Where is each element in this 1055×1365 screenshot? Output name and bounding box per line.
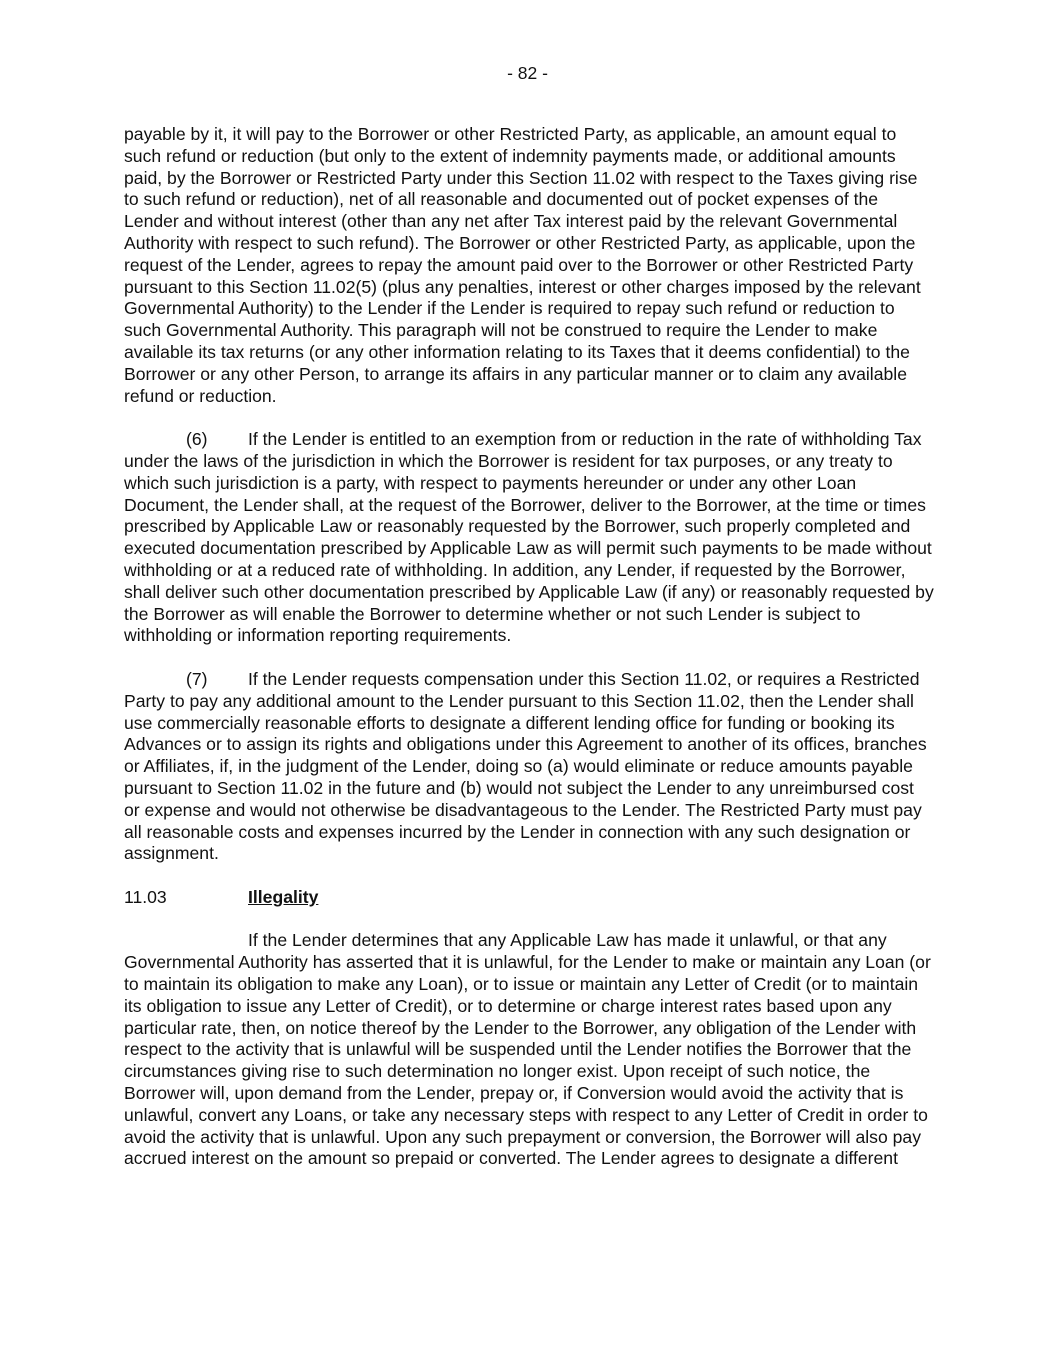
paragraph-6-number: (6) xyxy=(186,429,208,450)
paragraph-6-text: If the Lender is entitled to an exemption from or reduction in the rate of withholding Tax under the laws of the jurisdiction in which the Borrower is resident for tax purposes, or any treaty to which such jurisdiction is a party, with respect to payments hereunder or under any other Loan Document, the Lender shall, at the request of the Borrower, deliver to the Borrower, at the time or times prescribed by Applicable Law or reasonably requested by the Borrower, such properly completed and executed documentation prescribed by Applicable Law as will permit such payments to be made without withholding or at a reduced rate of withholding. In addition, any Lender, if requested by the Borrower, shall deliver such other documentation prescribed by Applicable Law (if any) or reasonably requested by the Borrower as will enable the Borrower to determine whether or not such Lender is subject to withholding or information reporting requirements. xyxy=(124,429,934,646)
section-paragraph xyxy=(124,930,934,1170)
document-body xyxy=(124,124,934,1192)
section-number: 11.03 xyxy=(124,886,167,907)
paragraph-6 xyxy=(124,429,934,647)
page-number: - 82 - xyxy=(507,63,548,83)
continuation-paragraph xyxy=(124,124,934,407)
section-title: Illegality xyxy=(248,886,319,907)
section-paragraph-text: If the Lender determines that any Applicable Law has made it unlawful, or that any Governmental Authority has asserted that it is unlawful, for the Lender to make or maintain any Loan (or to maintain its obligation to make any Loan), or to issue or maintain any Letter of Credit (or to maintain its obligation to issue any Letter of Credit), or to determine or charge interest rates based upon any particular rate, then, on notice thereof by the Lender to the Borrower, any obligation of the Lender with respect to the activity that is unlawful will be suspended until the Lender notifies the Borrower that the circumstances giving rise to such determination no longer exist. Upon receipt of such notice, the Borrower will, upon demand from the Lender, prepay or, if Conversion would avoid the activity that is unlawful, convert any Loans, or take any necessary steps with respect to any Letter of Credit in order to avoid the activity that is unlawful. Upon any such prepayment or conversion, the Borrower will also pay accrued interest on the amount so prepaid or converted. The Lender agrees to designate a different xyxy=(124,930,931,1169)
section-heading xyxy=(124,887,934,909)
paragraph-7-text: If the Lender requests compensation under this Section 11.02, or requires a Restricted Party to pay any additional amount to the Lender pursuant to this Section 11.02, then the Lender shall use commercially reasonable efforts to designate a different lending office for funding or booking its Advances or to assign its rights and obligations under this Agreement to another of its offices, branches or Affiliates, if, in the judgment of the Lender, doing so (a) would eliminate or reduce amounts payable pursuant to Section 11.02 in the future and (b) would not subject the Lender to any unreimbursed cost or expense and would not otherwise be disadvantageous to the Lender. The Restricted Party must pay all reasonable costs and expenses incurred by the Lender in connection with any such designation or assignment. xyxy=(124,668,927,864)
continuation-paragraph-text: payable by it, it will pay to the Borrower or other Restricted Party, as applicable, an amount equal to such refund or reduction (but only to the extent of indemnity payments made, or additional amounts paid, by the Borrower or Restricted Party under this Section 11.02 with respect to the Taxes giving rise to such refund or reduction), net of all reasonable and documented out of pocket expenses of the Lender and without interest (other than any net after Tax interest paid by the relevant Governmental Authority with respect to such refund). The Borrower or other Restricted Party, as applicable, upon the request of the Lender, agrees to repay the amount paid over to the Borrower or other Restricted Party pursuant to this Section 11.02(5) (plus any penalties, interest or other charges imposed by the relevant Governmental Authority) to the Lender if the Lender is required to repay such refund or reduction to such Governmental Authority. This paragraph will not be construed to require the Lender to make available its tax returns (or any other information relating to its Taxes that it deems confidential) to the Borrower or any other Person, to arrange its affairs in any particular manner or to claim any available refund or reduction. xyxy=(124,124,921,406)
paragraph-7-number: (7) xyxy=(186,668,208,689)
paragraph-7 xyxy=(124,669,934,865)
